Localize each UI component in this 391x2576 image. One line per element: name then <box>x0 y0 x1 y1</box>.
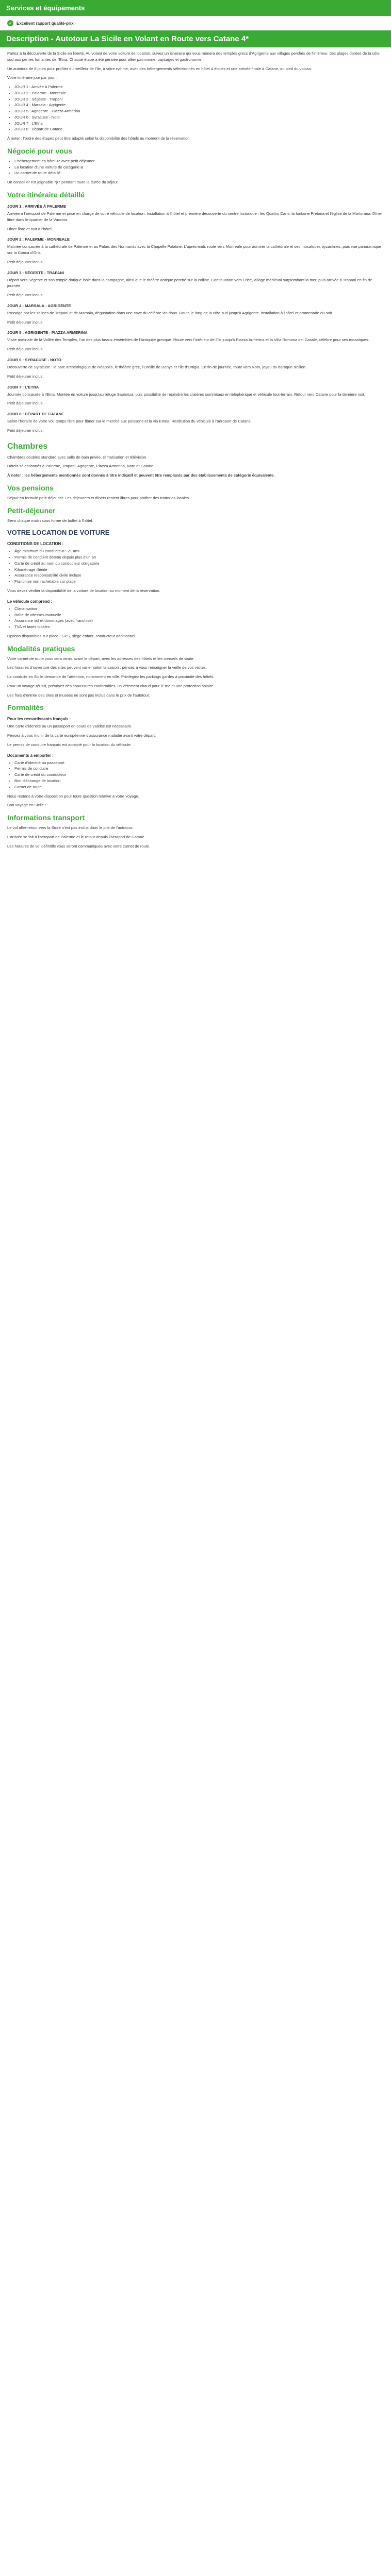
documents-list <box>7 760 384 790</box>
intro-note: À noter : l'ordre des étapes peut être adapté selon la disponibilité des hôtels au moment de la réservation. <box>7 136 191 141</box>
vehicle-includes-title: Le véhicule comprend : <box>7 599 53 604</box>
day-meals: Petit déjeuner inclus. <box>7 319 44 325</box>
day-block <box>7 385 384 407</box>
day-block <box>7 412 384 434</box>
day-title: JOUR 4 : MARSALA - AGRIGENTE <box>7 303 71 308</box>
day-text: Arrivée à l'aéroport de Palerme et prise en charge de votre véhicule de location. Installation à l'hôtel et première découverte du centre historique : les Quattro Canti, la fontaine Pretoria et l'église de la Martorana. Dîner libre dans le quartier de la Vucciria. <box>7 211 382 222</box>
day-text: Départ vers Ségeste et son temple dorique isolé dans la campagne, ainsi que le théâtre antique perché sur la colline. Continuation vers Erice, village médiéval surplombant la mer, puis arrivée à Trapani en fin de journée. <box>7 277 372 289</box>
day-text: Visite matinale de la Vallée des Temples, l'un des plus beaux ensembles de l'Antiquité grecque. Route vers l'intérieur de l'île jusqu'à Piazza Armerina et la Villa Romana del Casale, célèbre pour ses mosaïques. <box>7 337 369 343</box>
list-item: • Carte de crédit du conducteur <box>14 772 384 778</box>
day-block <box>7 270 384 298</box>
list-item: • Carte d'identité ou passeport <box>14 760 384 766</box>
car-rental-title: VOTRE LOCATION DE VOITURE <box>7 529 110 537</box>
vehicle-includes-list <box>7 606 384 630</box>
main-content <box>0 50 391 849</box>
itinerary-section-title: Votre itinéraire détaillé <box>7 191 85 199</box>
day-block <box>7 204 384 232</box>
transport-section-title: Informations transport <box>7 814 85 822</box>
board-text: Séjour en formule petit-déjeuner. Les déjeuners et dîners restent libres pour profiter des trattorias locales. <box>7 495 190 500</box>
transport-paragraph: Les horaires de vol définitifs vous seront communiqués avec votre carnet de route. <box>7 843 151 849</box>
check-icon: ✓ <box>7 20 13 26</box>
day-block <box>7 237 384 265</box>
breakfast-text: Servi chaque matin sous forme de buffet à l'hôtel. <box>7 518 93 523</box>
list-item: • Permis de conduire détenu depuis plus d'un an <box>14 554 384 561</box>
day-text: Journée consacrée à l'Etna. Montée en voiture jusqu'au refuge Sapienza, puis possibilité de rejoindre les cratères sommitaux en téléphérique et véhicule tout-terrain. Retour vers Catane pour la dernière nuit. <box>7 392 365 397</box>
list-item: • JOUR 7 : L'Etna <box>14 121 384 127</box>
list-item: • Âge minimum du conducteur : 21 ans <box>14 548 384 554</box>
formalities-paragraph: Le permis de conduire français est accepté pour la location du véhicule. <box>7 742 132 747</box>
rental-note: Vous devez vérifier la disponibilité de la voiture de location au moment de la réservation. <box>7 588 160 593</box>
day-block <box>7 330 384 352</box>
page-title <box>0 30 391 47</box>
day-title: JOUR 7 : L'ETNA <box>7 384 39 389</box>
day-title: JOUR 8 : DÉPART DE CATANE <box>7 412 64 417</box>
day-meals: Petit déjeuner inclus. <box>7 428 44 433</box>
intro-paragraph: Partez à la découverte de la Sicile en liberté. Au volant de votre voiture de location, suivez un itinéraire qui vous mènera des temples grecs d'Agrigente aux villages perchés de l'intérieur, des plages dorées de la côte sud aux pentes fumantes de l'Etna. Chaque étape a été pensée pour allier patrimoine, paysages et gastronomie. <box>7 51 380 62</box>
quality-badge <box>0 16 391 30</box>
list-item: • Kilométrage illimité <box>14 567 384 573</box>
closing-paragraph: Nous restons à votre disposition pour toute question relative à votre voyage. <box>7 793 139 799</box>
practical-paragraph: La conduite en Sicile demande de l'attention, notamment en ville. Privilégiez les parkings gardés à proximité des hôtels. <box>7 674 215 680</box>
list-item: • Assurance responsabilité civile incluse <box>14 572 384 579</box>
day-title: JOUR 2 : PALERME - MONREALE <box>7 237 70 242</box>
practical-paragraph: Les horaires d'ouverture des sites peuvent varier selon la saison : pensez à vous renseigner la veille de vos visites. <box>7 665 207 670</box>
list-item: • Climatisation <box>14 606 384 612</box>
list-item: • TVA et taxes locales <box>14 624 384 630</box>
list-item: • Boîte de vitesses manuelle <box>14 612 384 618</box>
list-item: • JOUR 6 : Syracuse - Noto <box>14 114 384 121</box>
page-title-text: Description - Autotour La Sicile en Volant en Route vers Catane 4* <box>6 35 249 43</box>
list-item: • JOUR 3 : Ségeste - Trapani <box>14 96 384 103</box>
formalities-paragraph: Pensez à vous munir de la carte européenne d'assurance maladie avant votre départ. <box>7 733 156 738</box>
day-meals: Petit déjeuner inclus. <box>7 374 44 379</box>
day-block <box>7 358 384 380</box>
services-bar <box>0 0 391 16</box>
negotiated-list <box>7 158 384 176</box>
practical-paragraph: Pour un voyage réussi, prévoyez des chaussures confortables, un vêtement chaud pour l'Etna et une protection solaire. <box>7 683 215 688</box>
list-item: • Un carnet de route détaillé <box>14 170 384 176</box>
practical-paragraph: Votre carnet de route vous sera remis avant le départ, avec les adresses des hôtels et les conseils de visite. <box>7 656 194 661</box>
formalities-paragraph: Une carte d'identité ou un passeport en cours de validité est nécessaire. <box>7 724 133 729</box>
rental-conditions-list <box>7 548 384 585</box>
formalities-subtitle: Pour les ressortissants français : <box>7 717 71 722</box>
day-meals: Petit déjeuner inclus. <box>7 347 44 352</box>
board-section-title: Vos pensions <box>7 483 54 492</box>
day-title: JOUR 5 : AGRIGENTE - PIAZZA ARMERINA <box>7 330 88 335</box>
day-title: JOUR 3 : SÉGESTE - TRAPANI <box>7 270 64 275</box>
list-item: • JOUR 4 : Marsala - Agrigente <box>14 102 384 108</box>
itinerary-intro: Votre itinéraire jour par jour : <box>7 75 57 80</box>
list-item: • Bon d'échange de location <box>14 778 384 784</box>
day-text: Matinée consacrée à la cathédrale de Palerme et au Palais des Normands avec la Chapelle Palatine. L'après-midi, route vers Monreale pour admirer la cathédrale et ses mosaïques byzantines, puis vue panoramique sur la Conca d'Oro. <box>7 244 381 256</box>
services-bar-label: Services et équipements <box>6 4 85 12</box>
list-item: • La location d'une voiture de catégorie B <box>14 164 384 171</box>
list-item: • JOUR 2 : Palerme - Monreale <box>14 90 384 96</box>
practical-paragraph: Les frais d'entrée des sites et musées ne sont pas inclus dans le prix de l'autotour. <box>7 692 150 698</box>
rooms-paragraph: Hôtels sélectionnés à Palerme, Trapani, Agrigente, Piazza Armerina, Noto et Catane. <box>7 464 155 469</box>
rooms-section-title: Chambres <box>7 442 48 451</box>
day-meals: Petit déjeuner inclus. <box>7 401 44 406</box>
list-item: • Carnet de route <box>14 784 384 790</box>
list-item: • L'hébergement en hôtel 4* avec petit-déjeuner <box>14 158 384 164</box>
rental-conditions-title: CONDITIONS DE LOCATION : <box>7 541 64 547</box>
day-meals: Petit déjeuner inclus. <box>7 259 44 264</box>
list-item: • Franchise non rachetable sur place <box>14 579 384 585</box>
quality-badge-label: Excellent rapport qualité-prix <box>17 21 74 26</box>
list-item: • Carte de crédit au nom du conducteur obligatoire <box>14 561 384 567</box>
day-meals: Dîner libre et nuit à l'hôtel. <box>7 226 53 231</box>
practical-section-title: Modalités pratiques <box>7 644 75 653</box>
day-block <box>7 303 384 326</box>
breakfast-section-title: Petit-déjeuner <box>7 506 56 515</box>
list-item: • JOUR 1 : Arrivée à Palerme <box>14 84 384 90</box>
day-title: JOUR 6 : SYRACUSE - NOTO <box>7 357 61 362</box>
intro-paragraph: Un autotour de 8 jours pour profiter du meilleur de l'île, à votre rythme, avec des hébergements sélectionnés en hôtel 4 étoiles et une arrivée finale à Catane, au pied du volcan. <box>7 66 312 71</box>
day-title: JOUR 1 : ARRIVÉE À PALERME <box>7 204 66 209</box>
negotiated-note: Un conseiller est joignable 7j/7 pendant toute la durée du séjour. <box>7 180 119 185</box>
transport-paragraph: Le vol aller-retour vers la Sicile n'est pas inclus dans le prix de l'autotour. <box>7 825 133 831</box>
itinerary-list <box>7 84 384 132</box>
list-item: • JOUR 8 : Départ de Catane <box>14 126 384 132</box>
list-item: • Assurance vol et dommages (avec franchise) <box>14 618 384 624</box>
documents-title: Documents à emporter : <box>7 753 54 758</box>
formalities-section-title: Formalités <box>7 703 44 712</box>
list-item: • Permis de conduire <box>14 766 384 772</box>
transport-paragraph: L'arrivée se fait à l'aéroport de Palerme et le retour depuis l'aéroport de Catane. <box>7 834 145 839</box>
day-meals: Petit déjeuner inclus. <box>7 293 44 298</box>
day-text: Selon l'horaire de votre vol, temps libre pour flâner sur le marché aux poissons et la via Etnea. Restitution du véhicule à l'aéroport de Catane. <box>7 419 252 424</box>
rooms-paragraph: À noter : les hébergements mentionnés sont donnés à titre indicatif et peuvent être remplacés par des établissements de catégorie équivalente. <box>7 473 275 478</box>
vehicle-options-note: Options disponibles sur place : GPS, siège enfant, conducteur additionnel. <box>7 633 136 638</box>
negotiated-section-title: Négocié pour vous <box>7 146 73 155</box>
day-text: Passage par les salines de Trapani et de Marsala, dégustation dans une cave du célèbre vin doux. Route le long de la côte sud jusqu'à Agrigente, installation à l'hôtel et promenade du soir. <box>7 310 333 315</box>
day-text: Découverte de Syracuse : le parc archéologique de Néapolis, le théâtre grec, l'Oreille de Denys et l'île d'Ortigia. En fin de journée, route vers Noto, joyau du baroque sicilien. <box>7 364 307 369</box>
list-item: • JOUR 5 : Agrigente - Piazza Armerina <box>14 108 384 114</box>
rooms-paragraph: Chambres doubles standard avec salle de bain privée, climatisation et télévision. <box>7 454 148 460</box>
closing-paragraph: Bon voyage en Sicile ! <box>7 803 46 808</box>
